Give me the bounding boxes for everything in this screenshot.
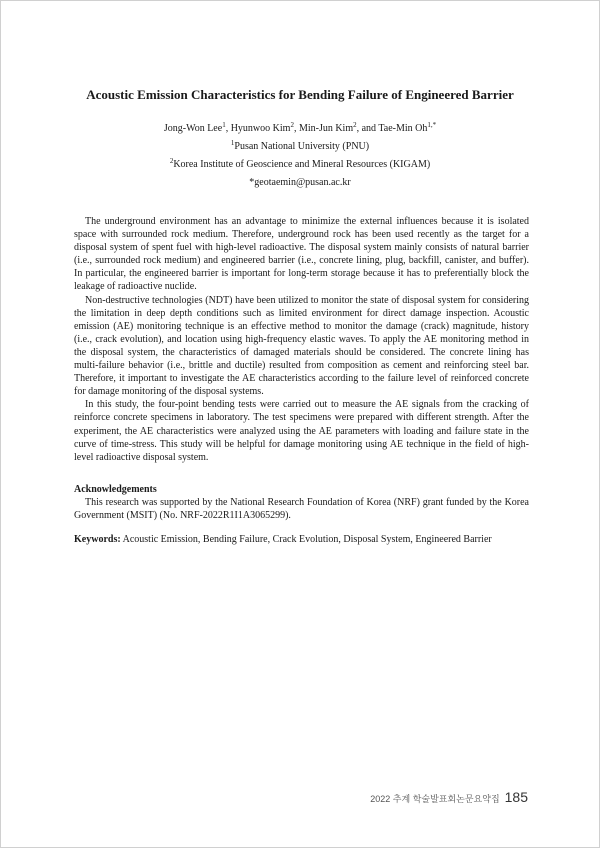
keywords-text: Acoustic Emission, Bending Failure, Crack Evolution, Disposal System, Engineered Barrier xyxy=(120,534,492,545)
acknowledgements-section xyxy=(74,483,529,522)
author-affiliation-mark: 1,* xyxy=(427,121,437,129)
author-name: Jong-Won Lee xyxy=(163,123,223,134)
proceedings-title: 2022 추계 학술발표회논문요약집 xyxy=(370,794,500,804)
body-paragraph: Non-destructive technologies (NDT) have been utilized to monitor the state of disposal system for considering the limitation in deep depth conditions such as limited environment for direct damage inspection. Acoustic emission (AE) monitoring technique is an effective method to monitor the damage (crack) magnitude, history (i.e., crack evolution), and location using high-frequency elastic waves. To apply the AE monitoring method in the disposal system, the characteristics of damaged materials should be considered. The concrete lining has multi-failure behavior (i.e., brittle and ductile) resulted from composition as cement and reinforcing steel bar. Therefore, it important to investigate the AE characteristics according to the failure level of reinforced concrete for damage monitoring of the disposal systems. xyxy=(74,294,529,398)
body-paragraph: In this study, the four-point bending tests were carried out to measure the AE signals from the cracking of reinforce concrete specimens in laboratory. The test specimens were prepared with different strength. After the experiment, the AE characteristics were analyzed using the AE parameters with loading and failure state in the curve of time-stress. This study will be helpful for damage monitoring using AE technique in the field of high-level radioactive disposal system. xyxy=(74,399,529,463)
affiliation-text: Pusan National University (PNU) xyxy=(234,141,370,152)
author-separator: , xyxy=(293,123,299,134)
affiliation-mark: 1 xyxy=(230,139,235,147)
affiliation-text: Korea Institute of Geoscience and Mineral Resources (KIGAM) xyxy=(173,159,431,170)
author-separator: , xyxy=(225,123,231,134)
author-name: Min-Jun Kim xyxy=(298,123,354,134)
author-affiliation-mark: 1 xyxy=(222,121,226,129)
author-affiliation-mark: 2 xyxy=(353,121,357,129)
author-name: Hyunwoo Kim xyxy=(230,123,291,134)
affiliation-2 xyxy=(60,159,540,171)
corresponding-email: *geotaemin@pusan.ac.kr xyxy=(249,177,351,188)
author-name: Tae-Min Oh xyxy=(378,123,428,134)
affiliation-mark: 2 xyxy=(169,157,174,165)
acknowledgements-heading: Acknowledgements xyxy=(74,484,157,495)
abstract-body xyxy=(74,215,529,464)
body-paragraph: The underground environment has an advantage to minimize the external influences because it is isolated space with surrounded rock medium. Therefore, underground rock has been used recently as the target for a disposal system of spent fuel with high-level radioactive. The disposal system mainly consists of natural barrier (i.e., surrounded rock medium) and engineered barrier (i.e., concrete lining, plug, backfill, canister, and buffer). In particular, the engineered barrier is important for long-term storage because it has to preferentially block the leakage of radioactive nuclide. xyxy=(74,216,529,293)
acknowledgements-text: This research was supported by the National Research Foundation of Korea (NRF) grant funded by the Korea Government (MSIT) (No. NRF-2022R1I1A3065299). xyxy=(74,497,529,522)
author-line xyxy=(60,123,540,135)
page-number: 185 xyxy=(504,789,528,805)
keywords-section xyxy=(74,533,529,546)
author-separator: , and xyxy=(356,123,379,134)
paper-title: Acoustic Emission Characteristics for Bending Failure of Engineered Barrier xyxy=(86,87,514,102)
keywords-label: Keywords: xyxy=(74,534,121,545)
page-footer xyxy=(370,789,528,805)
affiliation-1 xyxy=(60,141,540,153)
author-affiliation-mark: 2 xyxy=(290,121,294,129)
